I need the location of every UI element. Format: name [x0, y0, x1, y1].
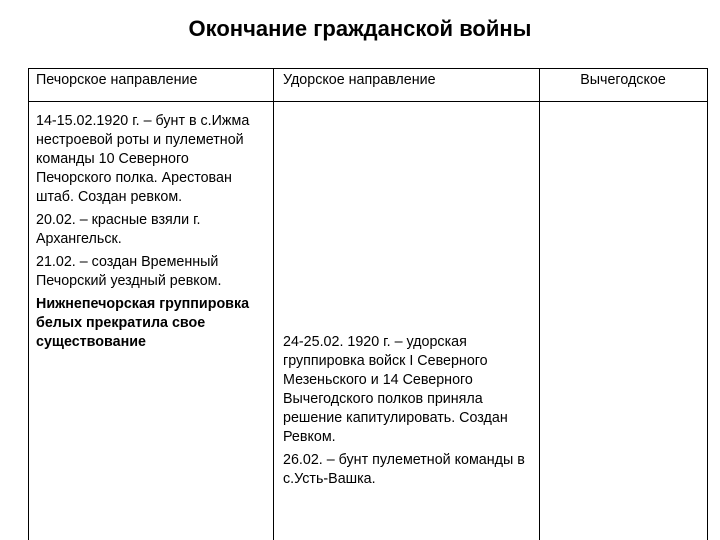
udora-event-1: 24-25.02. 1920 г. – удорская группировка войск I Северного Мезеньского и 14 Северного Вычегодского полков приняла решение капитулировать. Создан Ревком. — [283, 334, 508, 445]
udora-cell — [283, 333, 533, 493]
pechora-event-2: 20.02. – красные взяли г. Архангельск. — [36, 212, 201, 247]
column-divider-1 — [273, 68, 274, 540]
history-table — [28, 68, 708, 540]
header-pechora: Печорское направление — [36, 72, 198, 88]
table-border-top — [28, 68, 708, 69]
table-border-left — [28, 68, 29, 540]
pechora-cell — [36, 112, 268, 356]
udora-event-2: 26.02. – бунт пулеметной команды в с.Усть-Вашка. — [283, 452, 525, 487]
header-divider — [28, 101, 708, 102]
table-border-right — [707, 68, 708, 540]
column-divider-2 — [539, 68, 540, 540]
header-udora: Удорское направление — [283, 72, 436, 88]
page-title: Окончание гражданской войны — [188, 16, 532, 41]
header-vychegda: Вычегодское — [580, 72, 666, 88]
pechora-event-3: 21.02. – создан Временный Печорский уездный ревком. — [36, 254, 222, 289]
pechora-event-1: 14-15.02.1920 г. – бунт в с.Ижма нестроевой роты и пулеметной команды 10 Северного Печорского полка. Арестован штаб. Создан ревком. — [36, 113, 250, 205]
pechora-event-4: Нижнепечорская группировка белых прекратила свое существование — [36, 296, 250, 350]
